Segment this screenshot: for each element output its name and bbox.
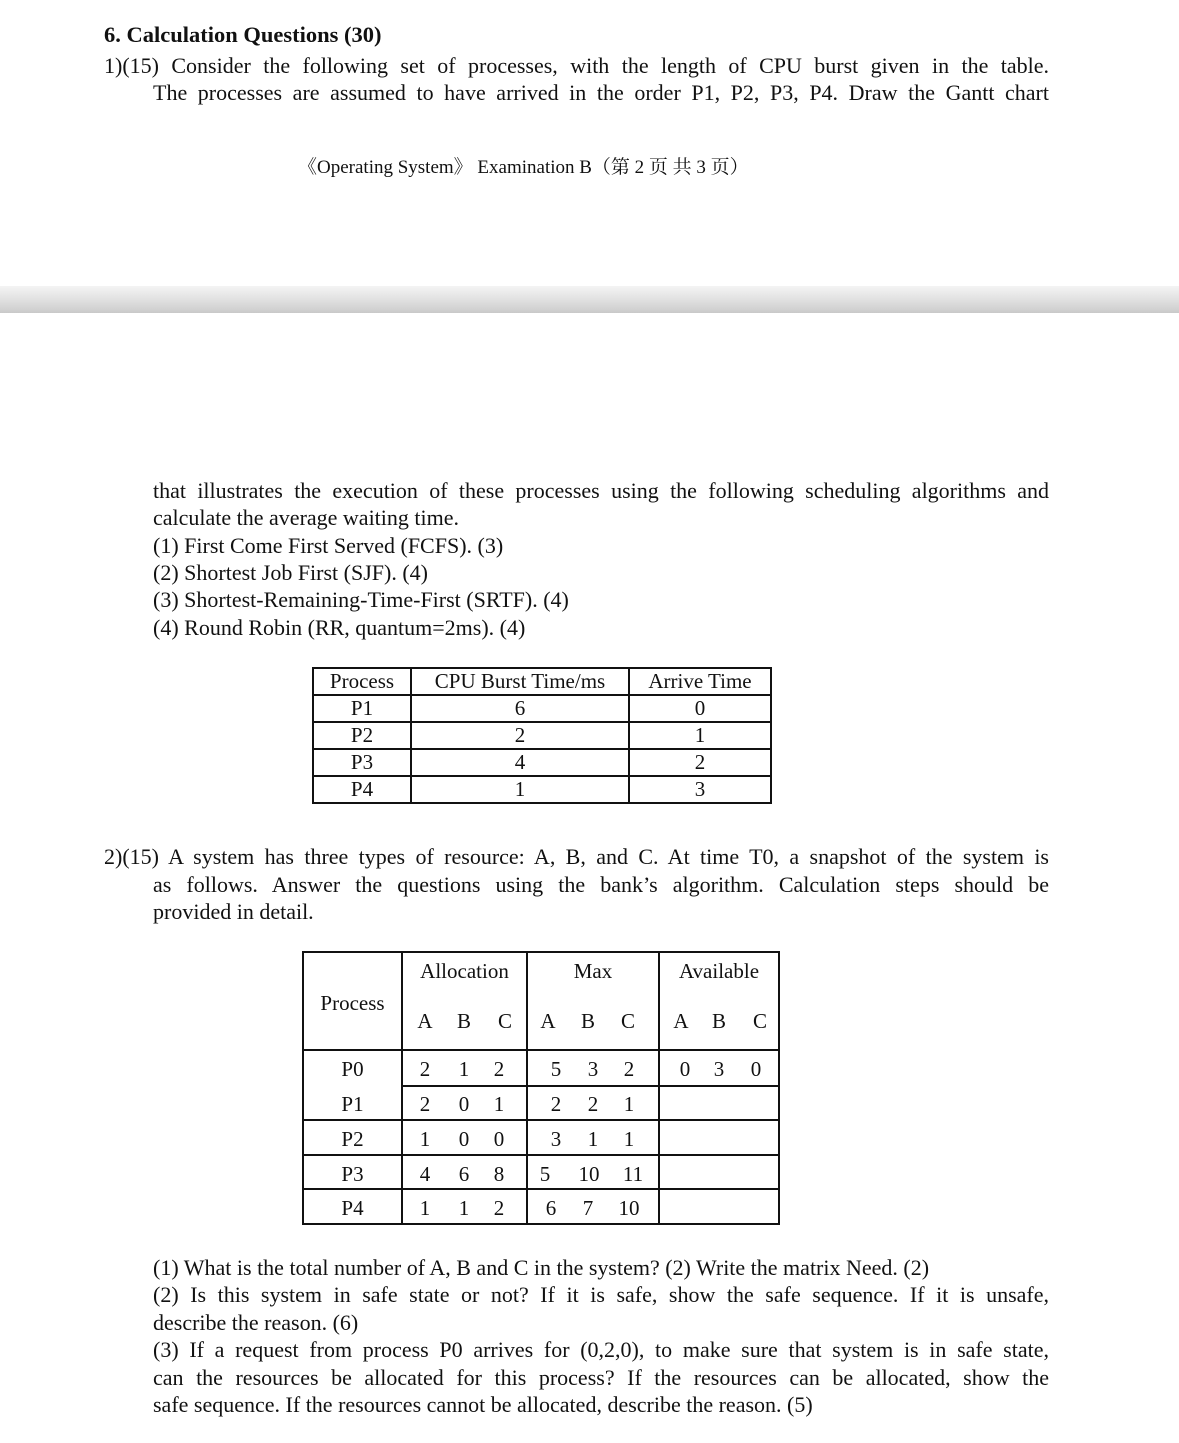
cell-burst: 6	[411, 695, 629, 722]
sub-header-c: C	[620, 1009, 635, 1033]
q1-line-2: The processes are assumed to have arrived in the order P1, P2, P3, P4. Draw the Gantt chart	[153, 80, 1049, 105]
sub-header-a: A	[417, 1009, 433, 1033]
sub-header-b: B	[711, 1009, 726, 1033]
page-break	[0, 286, 1179, 313]
cell-allocation-b: 0	[458, 1127, 470, 1151]
table-header-row	[313, 668, 771, 695]
cell-allocation-b: 6	[458, 1162, 470, 1186]
table-row	[313, 749, 771, 776]
cell-max-a: 3	[550, 1127, 562, 1151]
header-allocation: Allocation	[420, 959, 509, 983]
table-row	[313, 722, 771, 749]
q2-question-3-line-1: (3) If a request from process P0 arrives for (0,2,0), to make sure that system is in safe state,	[153, 1337, 1049, 1362]
cell-process: P1	[341, 1092, 364, 1116]
page-footer: 《Operating System》 Examination B（第 2 页 共 3 页）	[298, 157, 749, 178]
cell-process: P0	[341, 1057, 364, 1081]
cell-allocation-c: 2	[493, 1057, 505, 1081]
cell-allocation-a: 1	[419, 1127, 431, 1151]
cell-allocation-a: 1	[419, 1196, 431, 1220]
header-available: Available	[678, 959, 760, 983]
banker-table	[302, 951, 780, 1225]
cell-max-c: 11	[622, 1162, 644, 1186]
cell-max-b: 2	[587, 1092, 599, 1116]
cell-process: P1	[313, 695, 411, 722]
sub-header-b: B	[456, 1009, 471, 1033]
cell-max-b: 7	[582, 1196, 594, 1220]
cell-process: P2	[341, 1127, 364, 1151]
cell-allocation-c: 8	[493, 1162, 505, 1186]
cell-available-a: 0	[679, 1057, 691, 1081]
q2-question-2-line-2: describe the reason. (6)	[153, 1310, 359, 1335]
cell-burst: 2	[411, 722, 629, 749]
q2-line-2: as follows. Answer the questions using the bank’s algorithm. Calculation steps should be	[153, 872, 1049, 897]
cell-max-a: 6	[545, 1196, 557, 1220]
cell-allocation-b: 1	[458, 1057, 470, 1081]
cell-allocation-a: 2	[419, 1092, 431, 1116]
q1-line-4: calculate the average waiting time.	[153, 505, 460, 530]
sub-header-a: A	[673, 1009, 689, 1033]
q2-line-1: 2)(15) A system has three types of resource: A, B, and C. At time T0, a snapshot of the system is	[104, 844, 1049, 869]
cell-arrive: 2	[629, 749, 771, 776]
cell-process: P4	[313, 776, 411, 803]
cell-burst: 4	[411, 749, 629, 776]
cell-allocation-a: 2	[419, 1057, 431, 1081]
sub-header-b: B	[580, 1009, 595, 1033]
cell-max-c: 1	[623, 1127, 635, 1151]
cell-max-c: 2	[623, 1057, 635, 1081]
cell-max-b: 3	[587, 1057, 599, 1081]
cell-process: P2	[313, 722, 411, 749]
q2-question-1: (1) What is the total number of A, B and C in the system? (2) Write the matrix Need. (2)	[153, 1255, 930, 1280]
q1-line-3: that illustrates the execution of these processes using the following scheduling algorithms and	[153, 478, 1049, 503]
cell-max-b: 1	[587, 1127, 599, 1151]
q1-item-fcfs: (1) First Come First Served (FCFS). (3)	[153, 533, 504, 558]
header-cpu-burst: CPU Burst Time/ms	[411, 668, 629, 695]
sub-header-a: A	[540, 1009, 556, 1033]
cell-arrive: 3	[629, 776, 771, 803]
table-row	[313, 776, 771, 803]
cell-available-c: 0	[750, 1057, 762, 1081]
cell-max-a: 5	[539, 1162, 551, 1186]
header-max: Max	[573, 959, 613, 983]
sub-header-c: C	[497, 1009, 512, 1033]
cell-arrive: 1	[629, 722, 771, 749]
header-arrive-time: Arrive Time	[629, 668, 771, 695]
cell-available-b: 3	[713, 1057, 725, 1081]
cell-allocation-c: 0	[493, 1127, 505, 1151]
section-title: 6. Calculation Questions (30)	[104, 22, 382, 47]
table-row	[313, 695, 771, 722]
cell-burst: 1	[411, 776, 629, 803]
cell-process: P3	[313, 749, 411, 776]
cell-max-c: 10	[618, 1196, 640, 1220]
q2-question-3-line-2: can the resources be allocated for this process? If the resources can be allocated, show the	[153, 1365, 1049, 1390]
process-burst-table	[312, 667, 772, 804]
cell-process: P4	[341, 1196, 364, 1220]
cell-max-a: 5	[550, 1057, 562, 1081]
q1-item-srtf: (3) Shortest-Remaining-Time-First (SRTF). (4)	[153, 587, 569, 612]
header-process: Process	[320, 991, 385, 1015]
cell-max-a: 2	[550, 1092, 562, 1116]
cell-allocation-b: 0	[458, 1092, 470, 1116]
q1-item-sjf: (2) Shortest Job First (SJF). (4)	[153, 560, 429, 585]
q1-item-rr: (4) Round Robin (RR, quantum=2ms). (4)	[153, 615, 526, 640]
cell-max-c: 1	[623, 1092, 635, 1116]
cell-allocation-a: 4	[419, 1162, 431, 1186]
cell-allocation-c: 1	[493, 1092, 505, 1116]
sub-header-c: C	[752, 1009, 767, 1033]
cell-process: P3	[341, 1162, 364, 1186]
cell-allocation-b: 1	[458, 1196, 470, 1220]
q2-line-3: provided in detail.	[153, 899, 314, 924]
cell-max-b: 10	[578, 1162, 600, 1186]
q1-line-1: 1)(15) Consider the following set of processes, with the length of CPU burst given in the table.	[104, 53, 1049, 78]
q2-question-2-line-1: (2) Is this system in safe state or not? If it is safe, show the safe sequence. If it is unsafe,	[153, 1282, 1049, 1307]
q2-question-3-line-3: safe sequence. If the resources cannot be allocated, describe the reason. (5)	[153, 1392, 813, 1417]
cell-arrive: 0	[629, 695, 771, 722]
header-process: Process	[313, 668, 411, 695]
cell-allocation-c: 2	[493, 1196, 505, 1220]
